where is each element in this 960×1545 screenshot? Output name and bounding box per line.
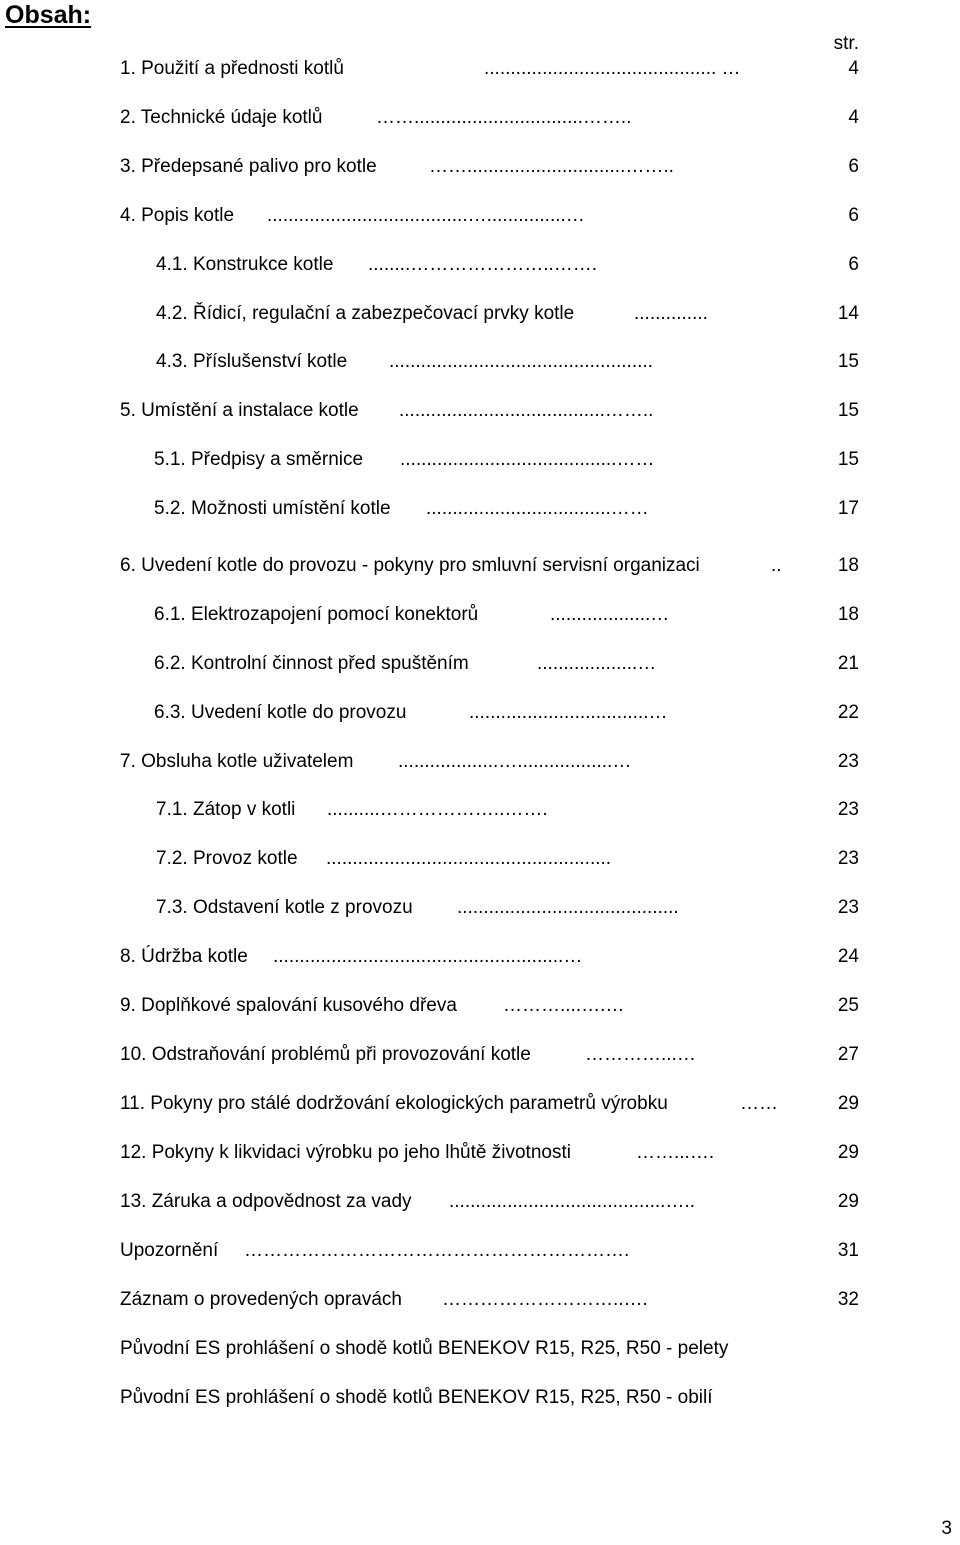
toc-entry-label: 6.3. Uvedení kotle do provozu [154, 702, 407, 723]
toc-entry[interactable] [0, 1336, 960, 1362]
toc-entry-label: Upozornění [120, 1240, 219, 1261]
toc-entry-page: 17 [837, 498, 859, 519]
toc-entry-label: 4.3. Příslušenství kotle [156, 351, 348, 372]
toc-entry-leader: ...................… [550, 604, 670, 625]
toc-entry-label: Záznam o provedených opravách [120, 1289, 402, 1310]
toc-entry-page: 22 [837, 702, 859, 723]
toc-entry-label: 12. Pokyny k likvidaci výrobku po jeho lhůtě životnosti [120, 1142, 571, 1163]
toc-entry-page: 4 [848, 58, 859, 79]
toc-entry[interactable] [0, 203, 960, 229]
toc-entry-label: 7.3. Odstavení kotle z provozu [156, 897, 413, 918]
toc-entry[interactable] [0, 846, 960, 872]
toc-entry-leader: ……………………………………………………. [244, 1240, 630, 1261]
toc-entry-leader: ...................................................... [326, 848, 612, 869]
toc-entry[interactable] [0, 797, 960, 823]
page-column-label: str. [833, 33, 859, 54]
toc-entry-leader: ...................… [537, 653, 657, 674]
toc-entry-label: 13. Záruka a odpovědnost za vady [120, 1191, 412, 1212]
toc-entry-leader: ...................................…… [426, 498, 649, 519]
toc-entry-label: 9. Doplňkové spalování kusového dřeva [120, 995, 457, 1016]
toc-entry[interactable] [0, 349, 960, 375]
toc-entry-page: 29 [837, 1191, 859, 1212]
toc-entry-label: 2. Technické údaje kotlů [120, 107, 323, 128]
toc-entry-page: 14 [837, 303, 859, 324]
toc-entry[interactable] [0, 895, 960, 921]
toc-entry-page: 15 [837, 449, 859, 470]
toc-entry[interactable] [0, 447, 960, 473]
toc-entry[interactable] [0, 1140, 960, 1166]
toc-entry-page: 29 [837, 1093, 859, 1114]
toc-entry-label: 5.1. Předpisy a směrnice [154, 449, 364, 470]
toc-entry-label: 5. Umístění a instalace kotle [120, 400, 359, 421]
toc-entry-page: 18 [837, 604, 859, 625]
toc-entry-leader: ............................................ … [484, 58, 741, 79]
toc-entry-label: 5.2. Možnosti umístění kotle [154, 498, 391, 519]
toc-entry-label: 4.2. Řídicí, regulační a zabezpečovací prvky kotle [156, 303, 575, 324]
page-number: 3 [941, 1518, 952, 1539]
toc-entry-label: 8. Údržba kotle [120, 946, 248, 967]
toc-entry-page: 23 [837, 897, 859, 918]
toc-entry-page: 15 [837, 351, 859, 372]
toc-entry-label: 6. Uvedení kotle do provozu - pokyny pro smluvní servisní organizaci [120, 555, 700, 576]
toc-entry[interactable] [0, 553, 960, 579]
toc-entry[interactable] [0, 56, 960, 82]
toc-entry[interactable] [0, 105, 960, 131]
toc-entry-leader: ..........………………..……. [327, 799, 548, 820]
toc-entry-leader: ……..............................…….. [429, 156, 674, 177]
toc-entry-page: 31 [837, 1240, 859, 1261]
toc-entry-label: 1. Použití a přednosti kotlů [120, 58, 344, 79]
toc-entry-leader: …… [740, 1093, 778, 1114]
toc-entry[interactable] [0, 154, 960, 180]
toc-entry-leader: ..................................… [469, 702, 668, 723]
toc-entry-leader: ...................…..................… [398, 751, 632, 772]
toc-entry[interactable] [0, 700, 960, 726]
toc-entry-page: 23 [837, 799, 859, 820]
toc-entry-page: 18 [837, 555, 859, 576]
toc-entry-page: 15 [837, 400, 859, 421]
toc-entry-page: 6 [848, 156, 859, 177]
toc-entry-page: 21 [837, 653, 859, 674]
toc-entry-leader: ……................................…….. [376, 107, 632, 128]
toc-entry-leader: .......................................................… [273, 946, 583, 967]
toc-entry[interactable] [0, 1042, 960, 1068]
toc-entry-page: 29 [837, 1142, 859, 1163]
toc-entry-label: 10. Odstraňování problémů při provozování kotle [120, 1044, 531, 1065]
toc-entry[interactable] [0, 496, 960, 522]
toc-entry-leader: .................................................. [389, 351, 653, 372]
toc-entry-leader: .........................................…… [400, 449, 655, 470]
toc-entry-label: Původní ES prohlášení o shodě kotlů BENEKOV R15, R25, R50 - pelety [120, 1338, 729, 1359]
toc-entry-page: 23 [837, 751, 859, 772]
toc-entry[interactable] [0, 651, 960, 677]
toc-entry-page: 6 [848, 205, 859, 226]
toc-entry-page: 24 [837, 946, 859, 967]
toc-entry-leader: .........................................….. [449, 1191, 695, 1212]
toc-entry-label: Původní ES prohlášení o shodě kotlů BENEKOV R15, R25, R50 - obilí [120, 1387, 713, 1408]
toc-entry[interactable] [0, 252, 960, 278]
toc-entry-leader: ........…………………..……. [368, 254, 598, 275]
toc-entry[interactable] [0, 1189, 960, 1215]
toc-entry[interactable] [0, 749, 960, 775]
toc-entry-page: 25 [837, 995, 859, 1016]
toc-heading: Obsah: [5, 1, 92, 29]
toc-entry-leader: …………...… [585, 1044, 696, 1065]
toc-entry-page: 4 [848, 107, 859, 128]
toc-entry[interactable] [0, 1287, 960, 1313]
toc-entry-leader: .......................................... [457, 897, 679, 918]
toc-entry-page: 32 [837, 1289, 859, 1310]
toc-entry-label: 7. Obsluha kotle uživatelem [120, 751, 354, 772]
toc-entry-leader: ………....….… [503, 995, 625, 1016]
toc-entry-page: 23 [837, 848, 859, 869]
toc-entry-leader: ......................................…...............… [267, 205, 585, 226]
toc-entry-label: 4.1. Konstrukce kotle [156, 254, 334, 275]
toc-entry-page: 6 [848, 254, 859, 275]
toc-entry-label: 7.2. Provoz kotle [156, 848, 298, 869]
toc-entry[interactable] [0, 944, 960, 970]
toc-entry[interactable] [0, 301, 960, 327]
toc-entry[interactable] [0, 993, 960, 1019]
toc-entry-label: 7.1. Zátop v kotli [156, 799, 296, 820]
toc-entry-label: 6.1. Elektrozapojení pomocí konektorů [154, 604, 479, 625]
toc-entry-leader: ……...…. [636, 1142, 715, 1163]
toc-entry-leader: .......................................…….. [399, 400, 654, 421]
toc-entry-leader: .............. [634, 303, 708, 324]
toc-entry[interactable] [0, 1385, 960, 1411]
toc-entry[interactable] [0, 1091, 960, 1117]
toc-entry-leader: ………………………..…. [442, 1289, 648, 1310]
toc-entry-label: 3. Předepsané palivo pro kotle [120, 156, 377, 177]
toc-entry[interactable] [0, 602, 960, 628]
toc-entry-label: 6.2. Kontrolní činnost před spuštěním [154, 653, 469, 674]
toc-entry-leader: .. [771, 555, 782, 576]
toc-entry[interactable] [0, 398, 960, 424]
toc-entry-label: 11. Pokyny pro stálé dodržování ekologických parametrů výrobku [120, 1093, 668, 1114]
toc-entry[interactable] [0, 1238, 960, 1264]
toc-entry-page: 27 [837, 1044, 859, 1065]
toc-entry-label: 4. Popis kotle [120, 205, 235, 226]
